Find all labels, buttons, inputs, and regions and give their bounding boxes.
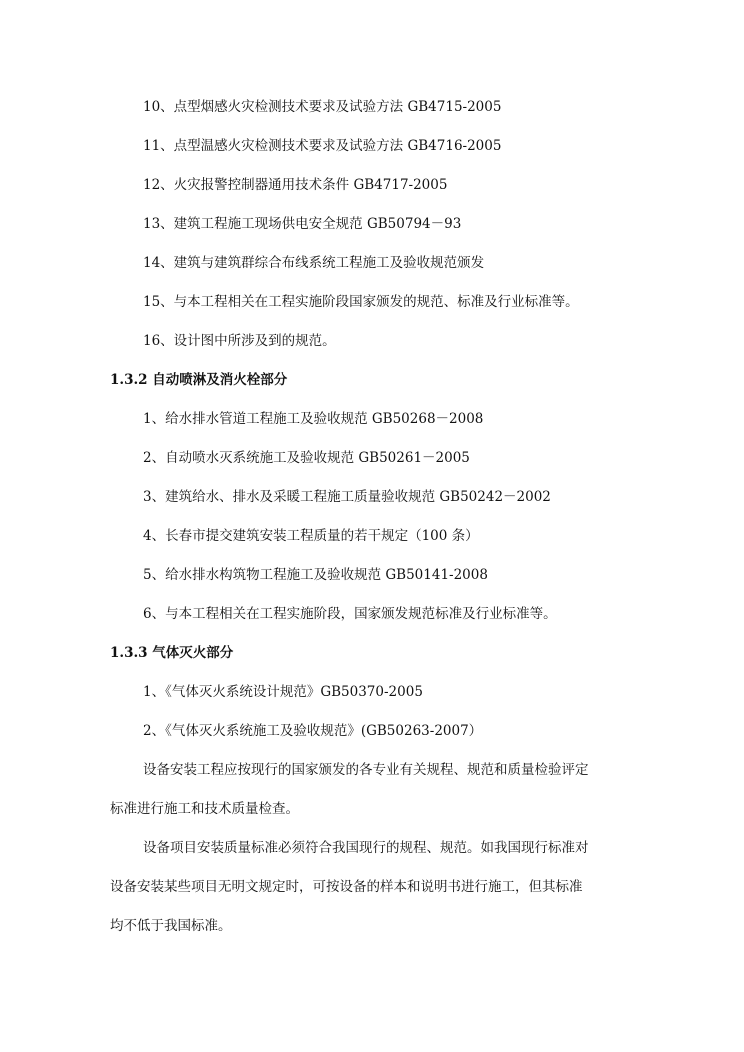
sprinkler-item-2: 2、自动喷水灭系统施工及验收规范 GB50261－2005 — [143, 450, 470, 466]
section-heading-1-3-2: 1.3.2 自动喷淋及消火栓部分 — [110, 372, 288, 388]
sprinkler-item-5: 5、给水排水构筑物工程施工及验收规范 GB50141-2008 — [143, 567, 488, 583]
paragraph-2-line-2: 设备安装某些项目无明文规定时，可按设备的样本和说明书进行施工，但其标准 — [110, 879, 583, 895]
standard-item-12: 12、火灾报警控制器通用技术条件 GB4717-2005 — [143, 177, 448, 193]
section-heading-1-3-3: 1.3.3 气体灭火部分 — [110, 645, 234, 661]
paragraph-2-line-3: 均不低于我国标准。 — [110, 918, 232, 934]
sprinkler-item-6: 6、与本工程相关在工程实施阶段，国家颁发规范标准及行业标准等。 — [143, 606, 557, 622]
paragraph-2-line-1: 设备项目安装质量标准必须符合我国现行的规程、规范。如我国现行标准对 — [143, 840, 589, 856]
standard-item-10: 10、点型烟感火灾检测技术要求及试验方法 GB4715-2005 — [143, 99, 502, 115]
gas-item-2: 2、《气体灭火系统施工及验收规范》(GB50263-2007） — [143, 723, 483, 739]
sprinkler-item-1: 1、给水排水管道工程施工及验收规范 GB50268－2008 — [143, 411, 484, 427]
gas-item-1: 1、《气体灭火系统设计规范》GB50370-2005 — [143, 684, 423, 700]
sprinkler-item-4: 4、长春市提交建筑安装工程质量的若干规定（100 条） — [143, 528, 479, 544]
standard-item-13: 13、建筑工程施工现场供电安全规范 GB50794－93 — [143, 216, 462, 232]
paragraph-1-line-1: 设备安装工程应按现行的国家颁发的各专业有关规程、规范和质量检验评定 — [143, 762, 589, 778]
standard-item-16: 16、设计图中所涉及到的规范。 — [143, 333, 336, 349]
paragraph-1-line-2: 标准进行施工和技术质量检查。 — [110, 801, 299, 817]
standard-item-15: 15、与本工程相关在工程实施阶段国家颁发的规范、标准及行业标准等。 — [143, 294, 579, 310]
standard-item-11: 11、点型温感火灾检测技术要求及试验方法 GB4716-2005 — [143, 138, 502, 154]
standard-item-14: 14、建筑与建筑群综合布线系统工程施工及验收规范颁发 — [143, 255, 485, 271]
sprinkler-item-3: 3、建筑给水、排水及采暖工程施工质量验收规范 GB50242－2002 — [143, 489, 551, 505]
